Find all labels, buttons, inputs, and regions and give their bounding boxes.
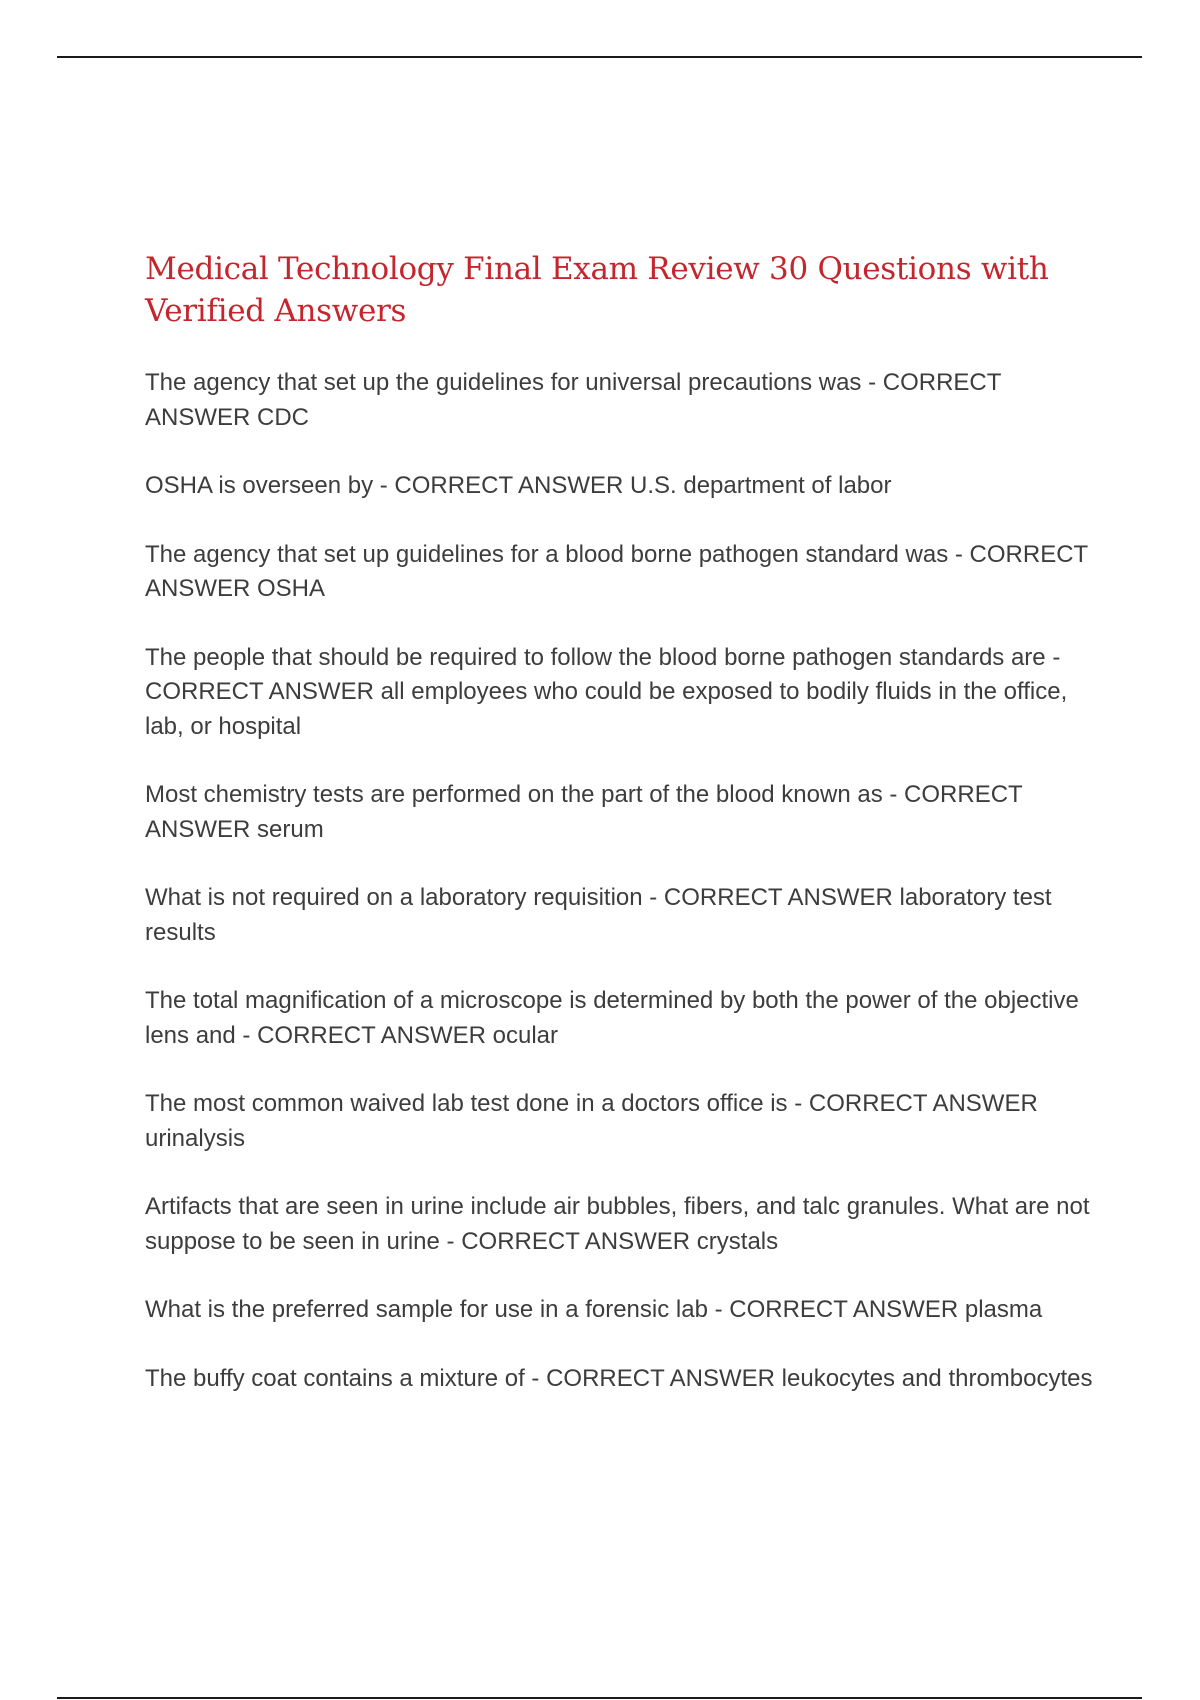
qa-list <box>145 366 1100 1396</box>
qa-item: What is the preferred sample for use in a forensic lab - CORRECT ANSWER plasma <box>145 1296 1043 1323</box>
header-rule <box>57 56 1142 58</box>
document-body <box>145 248 1100 1430</box>
document-title: Medical Technology Final Exam Review 30 Questions with Verified Answers <box>145 251 1049 329</box>
qa-item: The people that should be required to follow the blood borne pathogen standards are - CORRECT ANSWER all employees who could be exposed to bodily fluids in the office, lab, or hospital <box>145 643 1068 740</box>
qa-item: The most common waived lab test done in a doctors office is - CORRECT ANSWER urinalysis <box>145 1090 1038 1152</box>
qa-item: Artifacts that are seen in urine include air bubbles, fibers, and talc granules. What are not suppose to be seen in urine - CORRECT ANSWER crystals <box>145 1193 1090 1255</box>
qa-item: OSHA is overseen by - CORRECT ANSWER U.S. department of labor <box>145 472 892 499</box>
footer-rule <box>57 1697 1142 1699</box>
qa-item: The buffy coat contains a mixture of - CORRECT ANSWER leukocytes and thrombocytes <box>145 1364 1093 1392</box>
qa-item: The agency that set up the guidelines for universal precautions was - CORRECT ANSWER CDC <box>145 369 1001 431</box>
qa-item: The agency that set up guidelines for a blood borne pathogen standard was - CORRECT ANSWER OSHA <box>145 540 1088 602</box>
qa-item: Most chemistry tests are performed on the part of the blood known as - CORRECT ANSWER serum <box>145 781 1023 843</box>
qa-item: What is not required on a laboratory requisition - CORRECT ANSWER laboratory test results <box>145 884 1052 946</box>
qa-item: The total magnification of a microscope is determined by both the power of the objective lens and - CORRECT ANSWER ocular <box>145 987 1079 1049</box>
